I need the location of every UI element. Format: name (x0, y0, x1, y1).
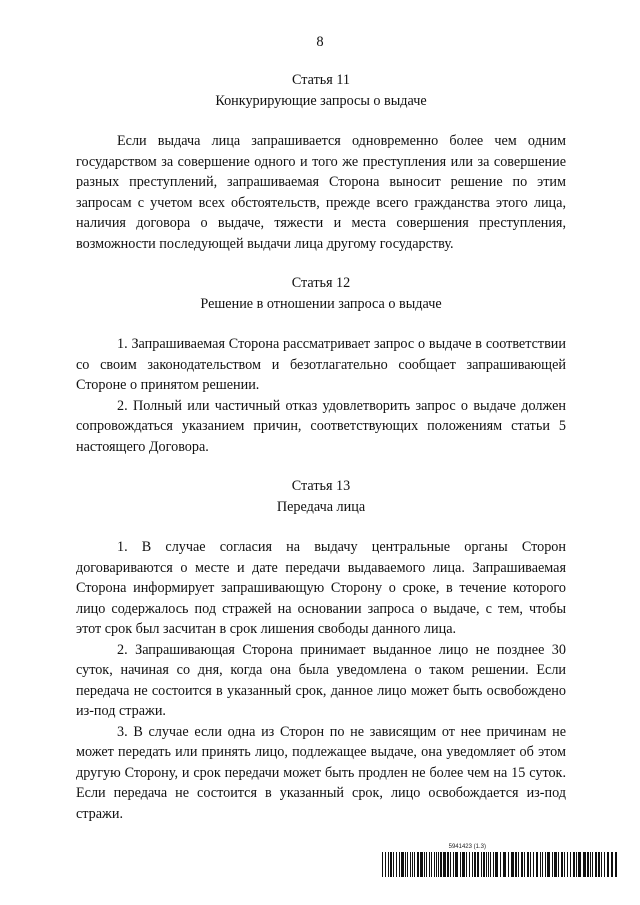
article-number: Статья 12 (291, 275, 351, 291)
article-paragraph: 1. В случае согласия на выдачу центральные органы Сторон договариваются о месте и дате передачи выдаваемого лица. Запрашиваемая Сторона информирует запрашивающую Сторону о сроке, в течение которого лицо содержалось под стражей на основании запроса о выдаче, с тем, чтобы этот срок был засчитан в срок лишения свободы данного лица. (76, 539, 566, 637)
article-heading (76, 476, 566, 517)
article-paragraph: Если выдача лица запрашивается одновременно более чем одним государством за совершение одного и того же преступления или за совершение разных преступлений, запрашиваемая Сторона выносит решение по этим запросам с учетом всех обстоятельств, прежде всего гражданства этого лица, наличия договора о выдаче, тяжести и места совершения преступления, возможности последующей выдачи лица другому государству. (76, 133, 566, 252)
document-footer (382, 844, 620, 882)
article-title: Решение в отношении запроса о выдаче (200, 295, 442, 312)
article-13 (76, 476, 566, 824)
article-title: Передача лица (276, 498, 366, 515)
barcode-icon (382, 852, 620, 877)
article-11 (76, 70, 566, 254)
article-12 (76, 273, 566, 457)
article-heading (76, 273, 566, 314)
article-paragraph: 2. Полный или частичный отказ удовлетворить запрос о выдаче должен сопровождаться указанием причин, соответствующих положениям статьи 5 настоящего Договора. (76, 397, 566, 455)
article-title: Конкурирующие запросы о выдаче (215, 92, 427, 109)
document-body (76, 70, 566, 843)
article-number: Статья 11 (292, 72, 350, 88)
page-number: 8 (316, 34, 324, 50)
article-heading (76, 70, 566, 111)
article-paragraph: 2. Запрашивающая Сторона принимает выданное лицо не позднее 30 суток, начиная со дня, когда она была уведомлена о таком решении. Если передача не состоится в указанный срок, данное лицо может быть освобождено из-под стражи. (76, 641, 566, 719)
article-paragraph: 3. В случае если одна из Сторон по не зависящим от нее причинам не может передать или принять лицо, подлежащее выдаче, она уведомляет об этом другую Сторону, и срок передачи может быть продлен не более чем на 15 суток. Если передача не состоится в указанный срок, лицо освобождается из-под стражи. (76, 723, 566, 822)
article-paragraph: 1. Запрашиваемая Сторона рассматривает запрос о выдаче в соответствии со своим законодательством и безотлагательно сообщает запрашивающей Стороне о принятом решении. (76, 336, 566, 393)
article-number: Статья 13 (291, 478, 351, 494)
barcode-code: 5941423 (1.3) (448, 844, 486, 850)
